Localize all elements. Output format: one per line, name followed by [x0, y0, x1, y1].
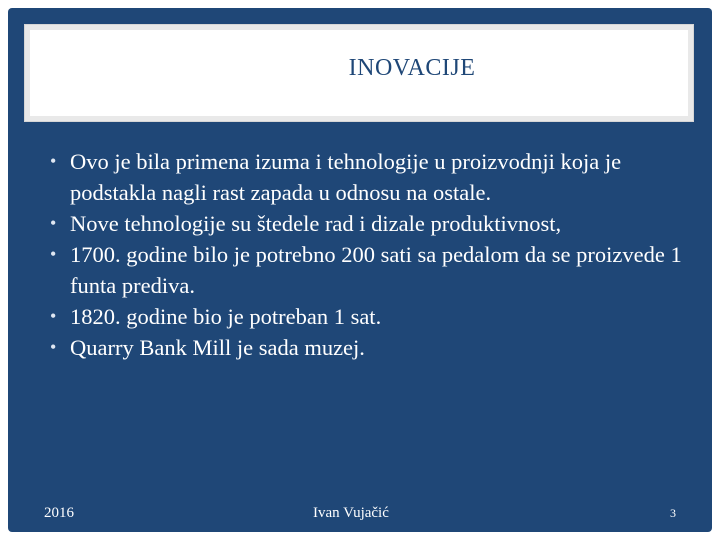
bullet-marker: • [50, 337, 57, 357]
bullet-item [40, 208, 690, 239]
bullet-text: Quarry Bank Mill je sada muzej. [70, 335, 365, 360]
bullet-text: Nove tehnologije su štedele rad i dizale produktivnost, [70, 211, 562, 236]
bullet-list [40, 146, 690, 363]
title-placeholder [24, 24, 694, 122]
bullet-text: 1820. godine bio je potreban 1 sat. [70, 304, 382, 329]
bullet-marker: • [50, 151, 57, 171]
footer-date: 2016 [44, 505, 74, 521]
bullet-item [40, 146, 690, 208]
bullet-marker: • [50, 244, 57, 264]
slide-title: INOVACIJE [348, 54, 476, 81]
title-inner-box [30, 30, 688, 116]
bullet-text: Ovo je bila primena izuma i tehnologije u proizvodnji koja je podstakla nagli rast zapada u odnosu na ostale. [70, 149, 622, 205]
bullet-item [40, 301, 690, 332]
bullet-item [40, 239, 690, 301]
bullet-marker: • [50, 306, 57, 326]
bullet-item [40, 332, 690, 363]
bullet-text: 1700. godine bilo je potrebno 200 sati sa pedalom da se proizvede 1 funta prediva. [70, 242, 682, 298]
bullet-marker: • [50, 213, 57, 233]
slide [8, 8, 712, 532]
footer-page-number: 3 [670, 506, 676, 520]
footer-author: Ivan Vujačić [313, 505, 389, 521]
